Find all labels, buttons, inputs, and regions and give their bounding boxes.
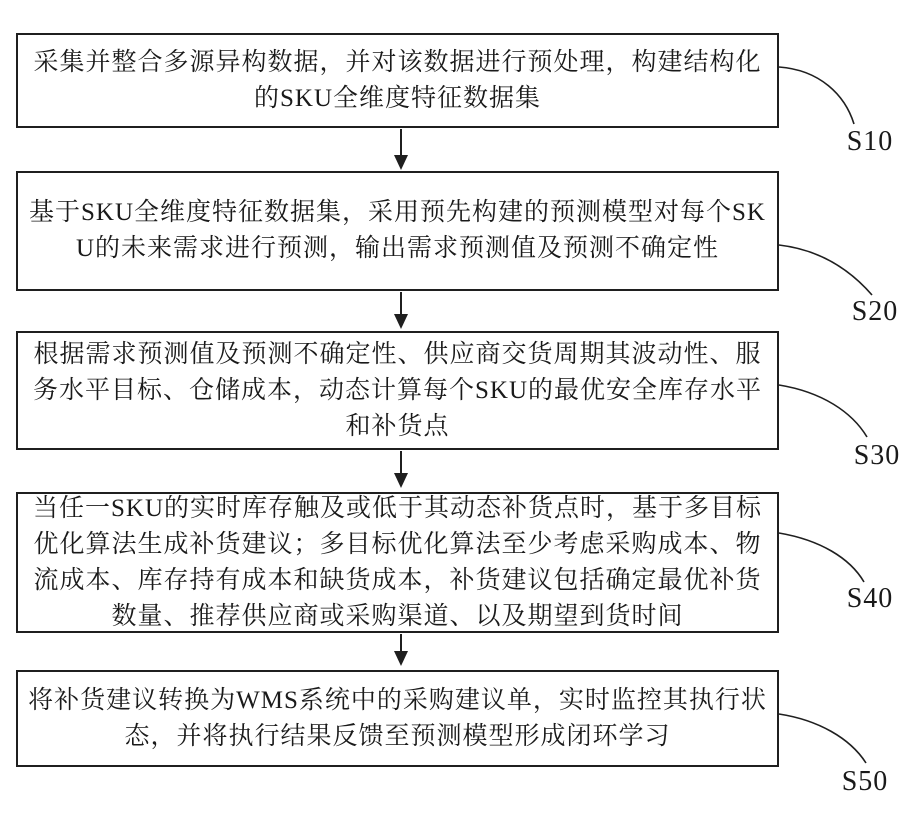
leader-line-s40: [779, 533, 864, 582]
step-label-s20: S20: [851, 296, 899, 327]
arrow-step3-to-step4: [394, 451, 408, 488]
arrow-step4-to-step5: [394, 634, 408, 666]
step-label-s50: S50: [841, 766, 889, 797]
step-box-s30: 根据需求预测值及预测不确定性、供应商交货周期其波动性、服 务水平目标、仓储成本，动态计算每个SKU的最优安全库存水平 和补货点: [16, 331, 779, 450]
leader-line-s50: [779, 714, 866, 763]
arrow-step2-to-step3: [394, 292, 408, 329]
step-box-s20: 基于SKU全维度特征数据集，采用预先构建的预测模型对每个SK U的未来需求进行预测，输出需求预测值及预测不确定性: [16, 171, 779, 291]
step-box-s50: 将补货建议转换为WMS系统中的采购建议单，实时监控其执行状 态，并将执行结果反馈至预测模型形成闭环学习: [16, 670, 779, 767]
arrow-step1-to-step2: [394, 129, 408, 170]
step-label-s10: S10: [846, 126, 894, 157]
leader-line-s10: [779, 67, 854, 124]
step-label-s30: S30: [853, 440, 901, 471]
leader-line-s20: [779, 245, 872, 295]
leader-line-s30: [779, 385, 867, 437]
step-box-s40: 当任一SKU的实时库存触及或低于其动态补货点时，基于多目标 优化算法生成补货建议；多目标优化算法至少考虑采购成本、物 流成本、库存持有成本和缺货成本，补货建议包括确定最优补货 数量、推荐供应商或采购渠道、以及期望到货时间: [16, 492, 779, 633]
step-box-s10: 采集并整合多源异构数据，并对该数据进行预处理，构建结构化 的SKU全维度特征数据集: [16, 33, 779, 128]
step-label-s40: S40: [846, 583, 894, 614]
